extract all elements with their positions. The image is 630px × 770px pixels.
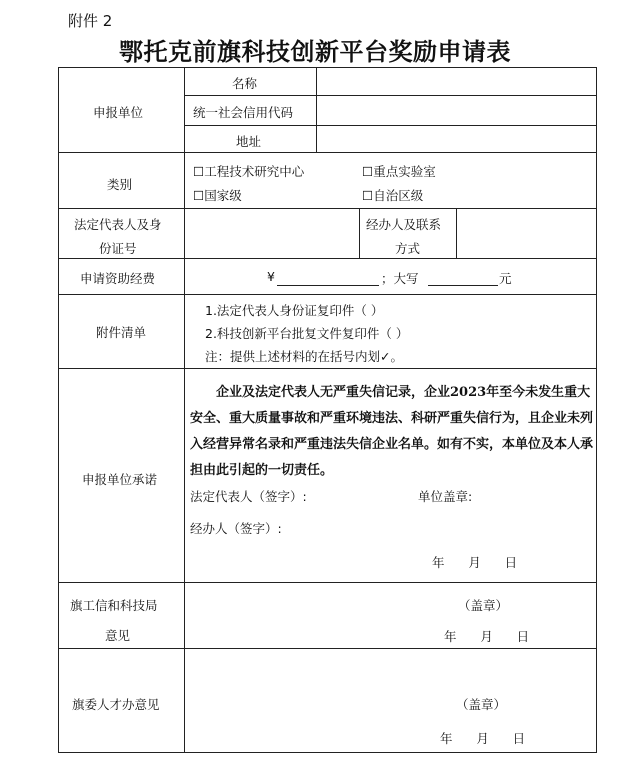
category-label: 类别: [107, 177, 133, 192]
contact-label-line2: 方式: [395, 241, 421, 256]
yen-sign: ¥: [267, 269, 275, 284]
checkbox-icon[interactable]: ☐: [193, 164, 205, 179]
name-field[interactable]: [317, 68, 596, 95]
rep-divider: [359, 208, 360, 259]
option-label: 自治区级: [373, 188, 424, 203]
address-field[interactable]: [317, 126, 596, 152]
name-label: 名称: [232, 76, 258, 91]
row-divider: [58, 258, 597, 259]
credit-code-field[interactable]: [317, 96, 596, 125]
talent-seal-label: （盖章）: [456, 697, 507, 712]
commitment-text: 企业及法定代表人无严重失信记录，企业2023年至今未发生重大安全、重大质量事故和严重环境违法、科研严重失信行为，且企业未列入经营异常名录和严重违法失信企业名单。如有不实，本单位及本人承担由此引起的一切责任。: [190, 385, 594, 478]
row-divider: [58, 294, 597, 295]
option-autonomous-region[interactable]: [362, 186, 423, 204]
label-column-divider: [184, 67, 185, 753]
legal-rep-label-line1: 法定代表人及身: [74, 217, 162, 232]
credit-code-label: 统一社会信用代码: [193, 105, 294, 120]
yuan-unit: 元: [499, 271, 512, 286]
table-border-bottom: [58, 752, 597, 753]
table-border-left: [58, 67, 59, 753]
uppercase-separator: ；大写: [381, 271, 419, 286]
applicant-label: 申报单位: [93, 105, 144, 120]
row-divider: [58, 152, 597, 153]
option-label: 重点实验室: [373, 164, 436, 179]
unit-seal-label: 单位盖章:: [418, 489, 473, 504]
amount-underline[interactable]: [277, 285, 379, 286]
legal-rep-label-line2: 份证号: [99, 241, 137, 256]
bureau-date: 年 月 日: [444, 629, 530, 644]
address-label: 地址: [236, 134, 262, 149]
option-label: 工程技术研究中心: [204, 164, 305, 179]
checkbox-icon[interactable]: ☐: [362, 164, 374, 179]
checkbox-icon[interactable]: ☐: [193, 188, 205, 203]
attachment-item-approval-copy[interactable]: 2.科技创新平台批复文件复印件（ ）: [205, 326, 409, 341]
attachment-label: 附件 2: [68, 12, 113, 30]
talent-office-opinion-label: 旗委人才办意见: [72, 697, 160, 712]
talent-date: 年 月 日: [440, 731, 526, 746]
commitment-date: 年 月 日: [432, 555, 518, 570]
legal-rep-sign-label: 法定代表人（签字）:: [190, 489, 307, 504]
option-engineering-center[interactable]: [193, 162, 304, 180]
row-divider: [58, 368, 597, 369]
contact-label-line1: 经办人及联系: [366, 217, 442, 232]
form-title: 鄂托克前旗科技创新平台奖励申请表: [119, 37, 511, 66]
handler-sign-label: 经办人（签字）:: [190, 521, 282, 536]
bureau-seal-label: （盖章）: [458, 598, 509, 613]
uppercase-amount-underline[interactable]: [428, 285, 498, 286]
contact-field[interactable]: [457, 209, 596, 258]
attachments-label: 附件清单: [96, 325, 147, 340]
row-divider: [58, 582, 597, 583]
option-label: 国家级: [204, 188, 242, 203]
funding-label: 申请资助经费: [80, 271, 156, 286]
legal-rep-id-field[interactable]: [185, 209, 358, 258]
option-national[interactable]: [193, 186, 242, 204]
bureau-opinion-label-line2: 意见: [105, 628, 131, 643]
attachments-note: 注：提供上述材料的在括号内划✓。: [205, 349, 403, 364]
attachment-item-id-copy[interactable]: 1.法定代表人身份证复印件（ ）: [205, 303, 384, 318]
row-divider: [58, 648, 597, 649]
checkbox-icon[interactable]: ☐: [362, 188, 374, 203]
option-key-lab[interactable]: [362, 162, 436, 180]
commitment-label: 申报单位承诺: [82, 472, 158, 487]
bureau-opinion-label-line1: 旗工信和科技局: [70, 598, 158, 613]
